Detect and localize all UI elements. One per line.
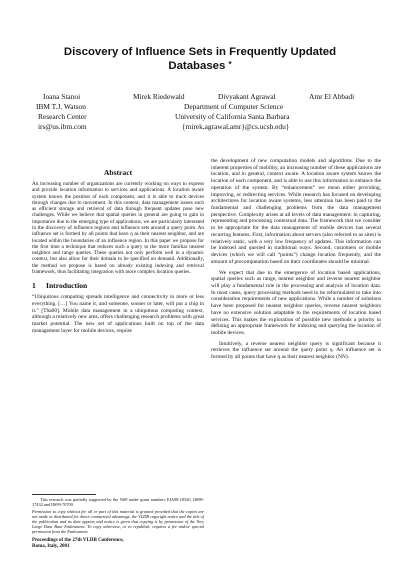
footnote-proceedings-line-2: Roma, Italy, 2001: [32, 544, 70, 549]
intro-paragraph-1: “Ubiquitous computing spreads intelligence and connectivity to more or less everything. […] You name it, and someone, sooner or later, will put a chip in it.” [Tha00]. Mobile data management in a ubiquitous computing context, although a relatively new area, offers challenging research problems with great market potential. The new set of applications built on top of the data management layer for mobile devices, require: [32, 294, 204, 334]
paper-title: [30, 45, 370, 73]
title-line-2: [30, 59, 370, 73]
right-paragraph-3: Intuitively, a reverse nearest neighbor query is significant because it retrieves the influence set around the query point q. An influence set is formed by all points that have q as their nearest neighbor (NN).: [211, 340, 381, 361]
right-column: [211, 158, 381, 361]
title-line-2-text: Databases: [168, 60, 226, 72]
footnote-grant-support: This research was partially supported by the NSF under grant numbers EIA98-18320, IIS98-17432 and IIS99-70700.: [32, 497, 204, 507]
affiliation-right-email: {mirek,agrawal,amr}@cs.ucsb.edu}: [182, 122, 290, 131]
abstract-heading: Abstract: [103, 168, 133, 177]
footnote-rule: [32, 494, 96, 495]
author-name-3: Divyakant Agrawal: [218, 92, 276, 101]
affiliation-left-line-1: IBM T.J. Watson: [36, 102, 86, 111]
author-name-4: Amr El Abbadi: [309, 92, 355, 101]
left-column: [32, 168, 204, 335]
title-footnote-mark: *: [228, 60, 232, 69]
right-paragraph-2: We expect that due to the emergence of location based applications, spatial queries such as range, nearest neighbor and reverse nearest neighbor will play a fundamental role in the processing and analysis of location data. In most cases, query processing methods need to be reformulated to take into consideration requirements of new applications. While a number of solutions have been proposed for nearest neighbor queries, reverse nearest neighbors have no extensive solution adaptable to the requirements of location based services. This makes the exploration of possible new methods a priority in defining an appropriate framework for indexing and querying the location of mobile devices.: [211, 269, 381, 336]
author-name-1: Ioana Stanoi: [43, 92, 81, 101]
abstract-text: An increasing number of organizations are currently working on ways to express and provide location information to services and applications. A location aware system knows the position of each component, and it is able to track devices through changes due to movement. In this context, data management issues such as efficient storage and retrieval of data through frequent updates pose new challenges. While we believe that spatial queries in general are going to gain in importance due to the emerging type of applications, we are particularly interested in the discovery of influence regions and influence sets around a query point. An influence set is formed by all points that have q as their nearest neighbor, and are located within the boundaries of an influence region. In this paper we propose for the first time a technique that reduces such a query to the more familiar nearest neighbor and range queries. These queries not only perform well in a dynamic context, but also allow for their domain to be specified on demand. Additionally, the method we propose is based on already existing indexing and retrieval framework, thus facilitating integration with more complex location queries.: [32, 181, 204, 275]
section-number: 1: [32, 281, 36, 291]
title-line-1: Discovery of Influence Sets in Frequently Updated: [63, 46, 337, 58]
section-heading-introduction: [32, 281, 204, 290]
footnote-block: [32, 494, 204, 550]
affiliation-right-line-2: University of California Santa Barbara: [175, 112, 290, 121]
right-paragraph-1: the development of new computation models and algorithms. Due to the inherent properties of mobility, an increasing number of these applications are location, and in general, context aware. A location aware system knows the location of each component, and is able to use this information to enhance the operation of the system. By “enhancement” we mean either providing, improving, or redirecting services. While research has focused on developing architectures for location aware systems, less attention has been paid to the fundamental and challenging problems from the data management perspective. Complexity arises at all levels of data management: in capturing, representing and processing contextual data. The framework that we consider to be appropriate for the data management of mobile devices has several recurring features. First, information about servers (also referred to as sites) is relatively static, with a very low frequency of updates. This information can be indexed and queried in traditional ways. Second, customers or mobile devices (which we will call “points”) change location frequently, and the amount of precomputation based on their coordinates should be minimal.: [211, 158, 381, 265]
section-title: Introduction: [46, 281, 88, 291]
affiliation-left-email: irs@us.ibm.com: [38, 122, 87, 131]
footnote-permission: Permission to copy without fee all or part of this material is granted provided that the copies are not made or distributed for direct commercial advantage, the VLDB copyright notice and the title of the publication and its date appear, and notice is given that copying is by permission of the Very Large Data Base Endowment. To copy otherwise, or to republish, requires a fee and/or special permission from the Endowment.: [32, 509, 205, 534]
footnote-proceedings-line-1: Proceedings of the 27th VLDB Conference,: [32, 538, 124, 543]
affiliation-right-line-1: Department of Computer Science: [184, 102, 284, 111]
affiliation-left-line-2: Research Center: [38, 112, 87, 121]
author-name-2: Mirek Riedewald: [133, 92, 185, 101]
